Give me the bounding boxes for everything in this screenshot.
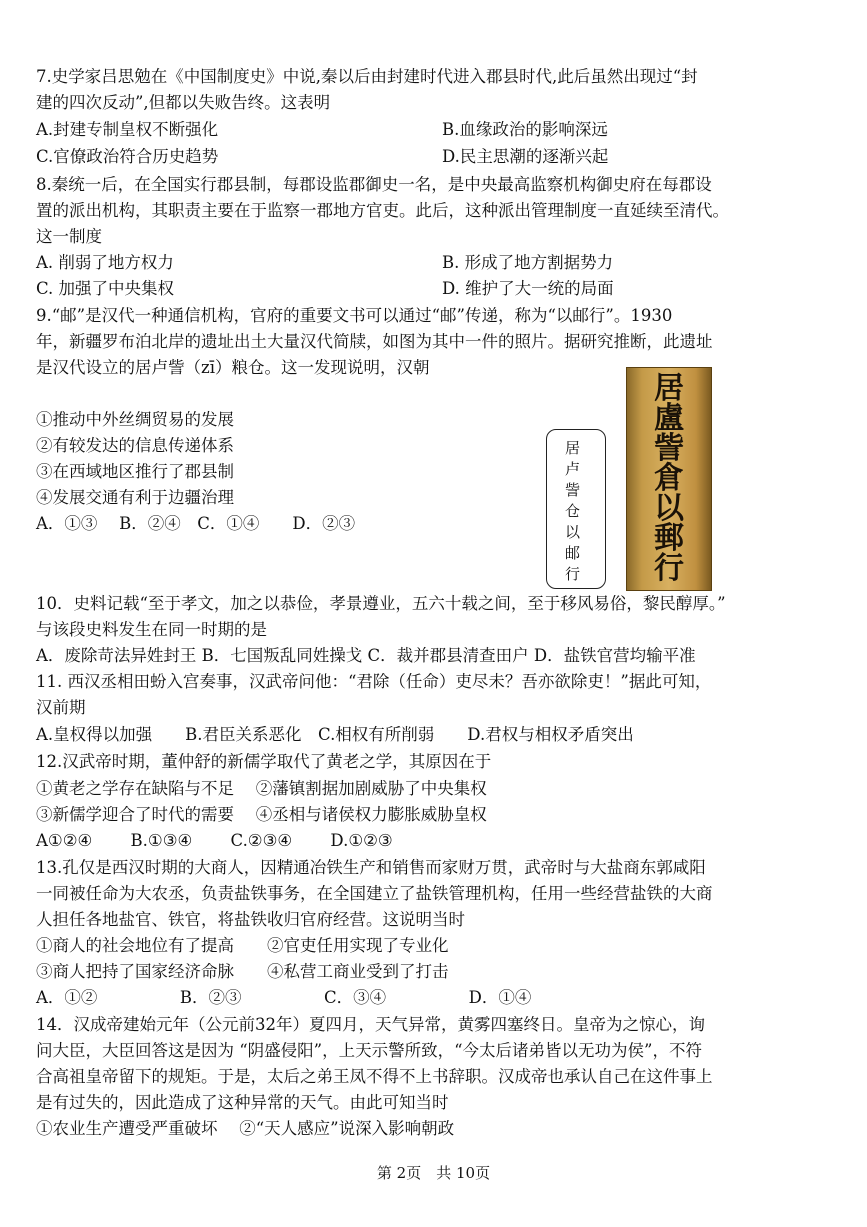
q12-item-12: ①黄老之学存在缺陷与不足 ②藩镇割据加剧威胁了中央集权	[36, 779, 487, 798]
q10-options: A．废除苛法异姓封王 B．七国叛乱同姓操戈 C．裁并郡县清查田户 D．盐铁官营均输平准	[36, 646, 696, 665]
q11-stem-2: 汉前期	[36, 698, 86, 717]
q9-item-2: ②有较发达的信息传递体系	[36, 436, 234, 455]
q13-stem-1: 13.孔仅是西汉时期的大商人，因精通冶铁生产和销售而家财万贯，武帝时与大盐商东郭咸阳	[36, 858, 706, 877]
q14-stem-4: 是有过失的，因此造成了这种异常的天气。由此可知当时	[36, 1093, 449, 1112]
slip-character: 居	[654, 371, 684, 406]
q7-a: A.封建专制皇权不断强化	[36, 120, 219, 139]
q9-item-4: ④发展交通有利于边疆治理	[36, 488, 234, 507]
slip-character: 倉	[654, 461, 684, 496]
slip-character: 訾	[654, 431, 684, 466]
q8-stem-1: 8.秦统一后，在全国实行郡县制，每郡设监郡御史一名，是中央最高监察机构御史府在每郡设	[36, 175, 712, 194]
q13-item-34: ③商人把持了国家经济命脉 ④私营工商业受到了打击	[36, 962, 449, 981]
slip-character: 盧	[654, 401, 684, 436]
q9-item-1: ①推动中外丝绸贸易的发展	[36, 410, 234, 429]
q13-stem-3: 人担任各地盐官、铁官，将盐铁收归官府经营。这说明当时	[36, 910, 465, 929]
q10-stem-1: 10．史料记载“至于孝文，加之以恭俭，孝景遵业，五六十载之间，至于移风易俗，黎民醇厚。”	[36, 594, 726, 613]
q10-stem-2: 与该段史料发生在同一时期的是	[36, 620, 267, 639]
q11-stem-1: 11. 西汉丞相田蚡入宫奏事，汉武帝问他：“君除（任命）吏尽未？吾亦欲除吏！”据此可知，	[36, 672, 712, 691]
q9-stem-3: 是汉代设立的居卢訾（zī）粮仓。这一发现说明，汉朝	[36, 358, 430, 377]
q9-item-3: ③在西域地区推行了郡县制	[36, 462, 234, 481]
q8-stem-3: 这一制度	[36, 227, 102, 246]
q12-stem: 12.汉武帝时期，董仲舒的新儒学取代了黄老之学，其原因在于	[36, 752, 492, 771]
q13-stem-2: 一同被任命为大农丞，负责盐铁事务，在全国建立了盐铁管理机构，任用一些经营盐铁的大商	[36, 884, 713, 903]
wooden-slip-photo	[626, 367, 712, 591]
q7-c: C.官僚政治符合历史趋势	[36, 147, 219, 166]
slip-character: 行	[654, 551, 684, 586]
q8-a: A. 削弱了地方权力	[36, 253, 174, 272]
q8-c: C. 加强了中央集权	[36, 279, 175, 298]
q12-options: A①②④ B.①③④ C.②③④ D.①②③	[36, 831, 393, 850]
q14-stem-2: 问大臣，大臣回答这是因为 “阴盛侵阳”，上天示警所致，“今太后诸弟皆以无功为侯”，不符	[36, 1041, 702, 1060]
q13-options: A．①② B．②③ C．③④ D．①④	[36, 988, 532, 1007]
slip-character: 以	[654, 491, 684, 526]
q7-b: B.血缘政治的影响深远	[442, 120, 608, 139]
q8-b: B. 形成了地方割据势力	[442, 253, 614, 272]
q12-item-34: ③新儒学迎合了时代的需要 ④丞相与诸侯权力膨胀威胁皇权	[36, 805, 487, 824]
han-wooden-slip-figure	[546, 364, 716, 590]
slip-character: 郵	[654, 521, 684, 556]
q13-item-12: ①商人的社会地位有了提高 ②官吏任用实现了专业化	[36, 936, 449, 955]
callout-caption: 居卢訾仓以邮行	[565, 439, 581, 583]
q14-item-12: ①农业生产遭受严重破坏 ②“天人感应”说深入影响朝政	[36, 1119, 455, 1138]
q7-stem-2: 建的四次反动”,但都以失败告终。这表明	[36, 93, 331, 112]
q9-options: A．①③ B．②④ C．①④ D．②③	[36, 514, 356, 533]
q7-d: D.民主思潮的逐渐兴起	[442, 147, 609, 166]
q14-stem-3: 合高祖皇帝留下的规矩。于是，太后之弟王凤不得不上书辞职。汉成帝也承认自己在这件事上	[36, 1067, 713, 1086]
q9-stem-2: 年，新疆罗布泊北岸的遗址出土大量汉代简牍，如图为其中一件的照片。据研究推断，此遗址	[36, 332, 713, 351]
q11-options: A.皇权得以加强 B.君臣关系恶化 C.相权有所削弱 D.君权与相权矛盾突出	[36, 725, 634, 744]
q9-stem-1: 9.“邮”是汉代一种通信机构，官府的重要文书可以通过“邮”传递，称为“以邮行”。1930	[36, 306, 673, 325]
q14-stem-1: 14．汉成帝建始元年（公元前32年）夏四月，天气异常，黄雾四塞终日。皇帝为之惊心，询	[36, 1015, 705, 1034]
q8-stem-2: 置的派出机构，其职责主要在于监察一郡地方官吏。此后，这种派出管理制度一直延续至清代。	[36, 201, 729, 220]
q8-d: D. 维护了大一统的局面	[442, 279, 614, 298]
page-footer: 第 2页 共 10页	[376, 1164, 491, 1182]
q7-stem-1: 7.史学家吕思勉在《中国制度史》中说,秦以后由封建时代进入郡县时代,此后虽然出现过“封	[36, 67, 698, 86]
figure-callout	[546, 429, 606, 589]
